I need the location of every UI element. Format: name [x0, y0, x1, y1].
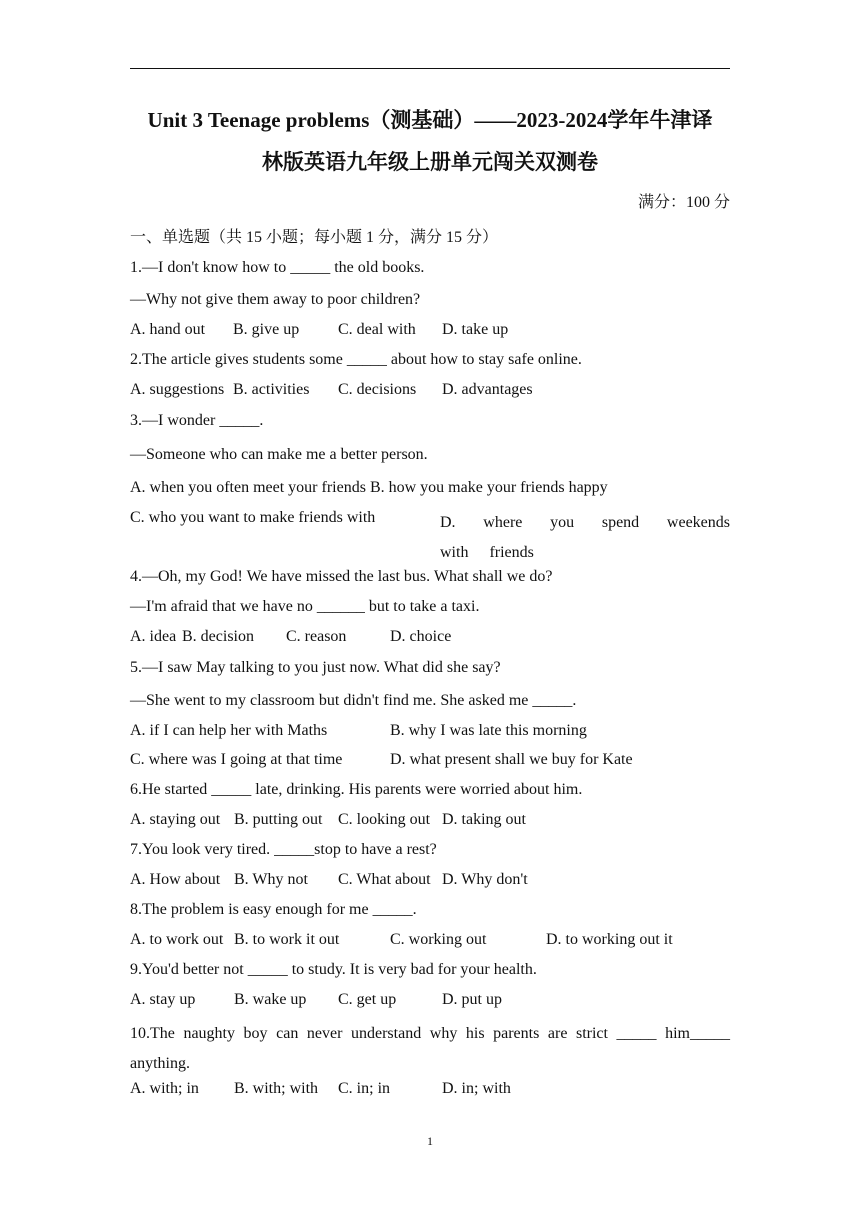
question-1-stem: 1.—I don't know how to _____ the old books. — [130, 259, 425, 276]
document-title-line2: 林版英语九年级上册单元闯关双测卷 — [262, 150, 598, 174]
option-d: D. choice — [390, 628, 452, 645]
question-7-options — [130, 870, 730, 890]
option-b: B. decision — [182, 628, 254, 645]
option-c: C. reason — [286, 628, 347, 645]
page-number: 1 — [427, 1134, 433, 1148]
option-d: D. where you spend weekends with friends — [440, 514, 730, 561]
document-title-line1: Unit 3 Teenage problems（测基础）——2023-2024学年牛津译 — [147, 108, 713, 132]
option-a: A. How about — [130, 871, 221, 888]
question-5-options-row2 — [130, 750, 730, 770]
option-b: B. Why not — [234, 871, 308, 888]
option-b: B. how you make your friends happy — [369, 479, 608, 496]
question-8-options — [130, 930, 730, 950]
question-1-line2: —Why not give them away to poor children? — [130, 291, 421, 308]
option-d: D. taking out — [442, 811, 526, 828]
option-a: A. idea — [130, 628, 177, 645]
question-1-options — [130, 320, 730, 340]
option-c: C. get up — [338, 991, 397, 1008]
option-b: B. to work it out — [234, 931, 340, 948]
question-10-stem: 10.The naughty boy can never understand why his parents are strict _____ him_____ anything. — [130, 1025, 730, 1072]
option-a: A. staying out — [130, 811, 221, 828]
option-d: D. in; with — [442, 1080, 511, 1097]
question-3-stem: 3.—I wonder _____. — [130, 412, 264, 429]
question-7-stem: 7.You look very tired. _____stop to have a rest? — [130, 841, 437, 858]
option-c: C. deal with — [338, 321, 416, 338]
option-b: B. with; with — [234, 1080, 319, 1097]
question-5-line2: —She went to my classroom but didn't find me. She asked me _____. — [130, 692, 577, 709]
option-d: D. what present shall we buy for Kate — [390, 751, 633, 768]
question-4-stem: 4.—Oh, my God! We have missed the last bus. What shall we do? — [130, 568, 553, 585]
question-8-stem: 8.The problem is easy enough for me _____. — [130, 901, 417, 918]
question-10-options — [130, 1079, 730, 1099]
option-b: B. wake up — [234, 991, 307, 1008]
option-b: B. give up — [233, 321, 300, 338]
option-d: D. advantages — [442, 381, 533, 398]
question-4-line2: —I'm afraid that we have no ______ but to take a taxi. — [130, 598, 480, 615]
option-b: B. why I was late this morning — [390, 722, 587, 739]
question-4-options — [130, 627, 730, 647]
option-d: D. to working out it — [546, 931, 673, 948]
option-a: A. when you often meet your friends — [130, 479, 366, 496]
option-b: B. activities — [233, 381, 310, 398]
question-3-line2: —Someone who can make me a better person. — [130, 446, 428, 463]
question-2-options — [130, 380, 730, 400]
question-5-stem: 5.—I saw May talking to you just now. What did she say? — [130, 659, 501, 676]
question-2-stem: 2.The article gives students some _____ about how to stay safe online. — [130, 351, 582, 368]
option-d: D. put up — [442, 991, 502, 1008]
question-9-stem: 9.You'd better not _____ to study. It is very bad for your health. — [130, 961, 537, 978]
option-b: B. putting out — [234, 811, 323, 828]
option-c: C. where was I going at that time — [130, 751, 343, 768]
option-a: A. suggestions — [130, 381, 225, 398]
option-c: C. who you want to make friends with — [130, 509, 376, 526]
option-a: A. to work out — [130, 931, 224, 948]
option-a: A. hand out — [130, 321, 206, 338]
option-c: C. looking out — [338, 811, 431, 828]
question-6-options — [130, 810, 730, 830]
option-c: C. decisions — [338, 381, 417, 398]
section-heading: 一、单选题（共 15 小题；每小题 1 分，满分 15 分） — [130, 229, 499, 246]
option-d: D. Why don't — [442, 871, 528, 888]
question-9-options — [130, 990, 730, 1010]
option-c: C. working out — [390, 931, 487, 948]
option-a: A. stay up — [130, 991, 196, 1008]
question-3-options-row1 — [130, 478, 730, 498]
option-a: A. with; in — [130, 1080, 199, 1097]
option-c: C. in; in — [338, 1080, 391, 1097]
option-c: C. What about — [338, 871, 431, 888]
header-rule — [130, 68, 730, 69]
option-d: D. take up — [442, 321, 509, 338]
question-5-options-row1 — [130, 721, 730, 741]
question-6-stem: 6.He started _____ late, drinking. His parents were worried about him. — [130, 781, 583, 798]
option-a: A. if I can help her with Maths — [130, 722, 328, 739]
total-score: 满分：100 分 — [637, 194, 730, 211]
